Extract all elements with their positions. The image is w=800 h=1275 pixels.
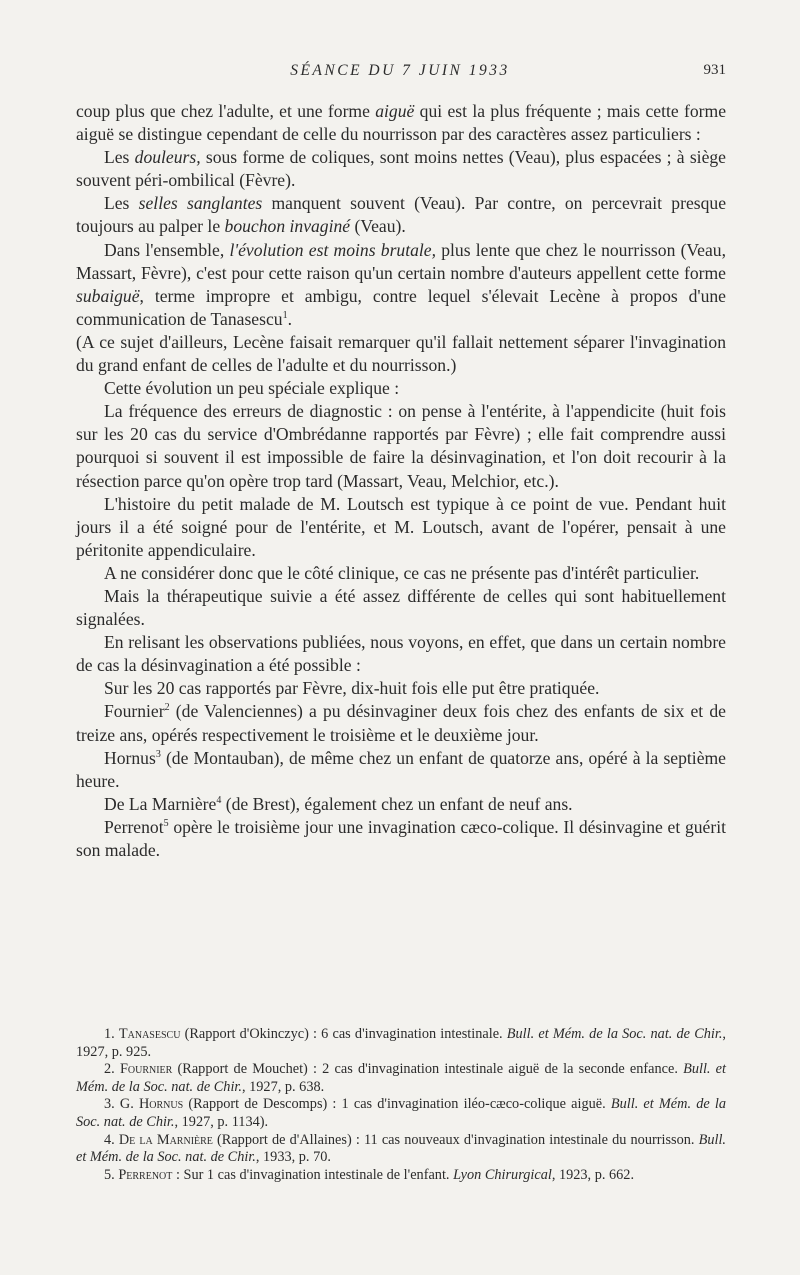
paragraph: De La Marnière$^4$ (de Brest), également chez un enfant de neuf ans. — [104, 793, 573, 814]
paragraph: La fréquence des erreurs de diagnostic : on pense à l'entérite, à l'appendicite (huit fois sur les 20 cas du service d'Ombrédanne rapportés par Fèvre) ; elle fait comprendre aussi pourquoi si souvent il est impossible de faire la désinvagination, et l'on doit recourir à la résection parce qu'on opère trop tard (Massart, Veau, Melchior, etc.). — [76, 401, 726, 491]
paragraph: coup plus que chez l'adulte, et une forme aiguë qui est la plus fréquente ; mais cette forme aiguë se distingue cependant de celle du nourrisson par des caractères assez particuliers : — [76, 101, 726, 145]
paragraph: Fournier$^2$ (de Valenciennes) a pu désinvaginer deux fois chez des enfants de six et de treize ans, opérés respectivement le troisième et le deuxième jour. — [76, 701, 726, 745]
paragraph: En relisant les observations publiées, nous voyons, en effet, que dans un certain nombre de cas la désinvagination a été possible : — [76, 632, 726, 676]
footnote-ref: 1 — [282, 309, 288, 321]
footnote: 5. Perrenot : Sur 1 cas d'invagination intestinale de l'enfant. Lyon Chirurgical, 1923, p. 662. — [104, 1166, 635, 1183]
running-title: SÉANCE DU 7 JUIN 1933 — [290, 62, 510, 79]
paragraph: Sur les 20 cas rapportés par Fèvre, dix-huit fois elle put être pratiquée. — [104, 678, 600, 699]
footnote: 3. G. Hornus (Rapport de Descomps) : 1 cas d'invagination iléo-cæco-colique aiguë. Bull. et Mém. de la Soc. nat. de Chir., 1927, p. 1134). — [76, 1096, 726, 1130]
paragraph: Dans l'ensemble, l'évolution est moins brutale, plus lente que chez le nourrisson (Veau, Massart, Fèvre), c'est pour cette raison qu'un certain nombre d'auteurs appellent cette forme subaiguë, terme impropre et ambigu, contre lequel s'élevait Lecène à propos d'une communication de Tanasescu$^1$. — [76, 239, 727, 329]
footnote-ref: 5 — [163, 818, 169, 830]
paragraph: A ne considérer donc que le côté clinique, ce cas ne présente pas d'intérêt particulier. — [104, 562, 700, 583]
body-text — [76, 100, 726, 862]
footnote-ref: 3 — [155, 748, 161, 760]
footnote-ref: 4 — [216, 794, 222, 806]
paragraph: L'histoire du petit malade de M. Loutsch est typique à ce point de vue. Pendant huit jours il a été soigné pour de l'entérite, et M. Loutsch, avant de l'opérer, pensait à une péritonite appendiculaire. — [76, 493, 726, 560]
paragraph: (A ce sujet d'ailleurs, Lecène faisait remarquer qu'il fallait nettement séparer l'invagination du grand enfant de celles de l'adulte et du nourrisson.) — [76, 331, 726, 376]
footnote: 1. Tanasescu (Rapport d'Okinczyc) : 6 cas d'invagination intestinale. Bull. et Mém. de la Soc. nat. de Chir., 1927, p. 925. — [76, 1026, 726, 1060]
paragraph: Hornus$^3$ (de Montauban), de même chez un enfant de quatorze ans, opéré à la septième heure. — [76, 747, 726, 791]
footnote-ref: 2 — [164, 702, 170, 714]
page-header — [0, 62, 800, 86]
paragraph: Perrenot$^5$ opère le troisième jour une invagination cæco-colique. Il désinvagine et guérit son malade. — [76, 816, 726, 860]
page-number: 931 — [703, 62, 726, 78]
footnote: 4. De la Marnière (Rapport de d'Allaines) : 11 cas nouveaux d'invagination intestinale du nourrisson. Bull. et Mém. de la Soc. nat. de Chir., 1933, p. 70. — [76, 1131, 726, 1166]
paragraph: Mais la thérapeutique suivie a été assez différente de celles qui sont habituellement signalées. — [76, 585, 726, 630]
paragraph: Les selles sanglantes manquent souvent (Veau). Par contre, on percevrait presque toujours au palper le bouchon invaginé (Veau). — [76, 193, 726, 237]
footnote: 2. Fournier (Rapport de Mouchet) : 2 cas d'invagination intestinale aiguë de la seconde enfance. Bull. et Mém. de la Soc. nat. de Chir., 1927, p. 638. — [76, 1061, 727, 1095]
paragraph: Les douleurs, sous forme de coliques, sont moins nettes (Veau), plus espacées ; à siège souvent péri-ombilical (Fèvre). — [76, 147, 726, 191]
footnotes — [76, 1026, 726, 1184]
paragraph: Cette évolution un peu spéciale explique : — [104, 378, 400, 399]
